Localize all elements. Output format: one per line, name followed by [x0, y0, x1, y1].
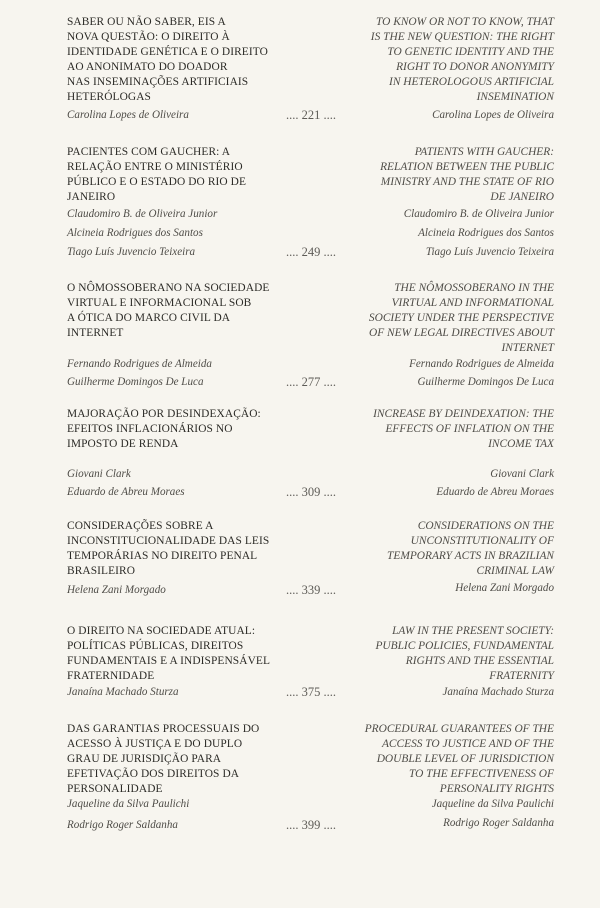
author-right: Tiago Luís Juvencio Teixeira — [425, 246, 554, 258]
title-portuguese: DAS GARANTIAS PROCESSUAIS DO ACESSO À JUSTIÇA E DO DUPLO GRAU DE JURISDIÇÃO PARA EFETIVAÇÃO DOS DIREITOS DA PERSONALIDADE — [67, 723, 260, 795]
title-english: THE NÔMOSSOBERANO IN THE VIRTUAL AND INFORMATIONAL SOCIETY UNDER THE PERSPECTIVE OF NEW LEGAL DIRECTIVES ABOUT INTERNET — [368, 282, 554, 354]
author-right: Janaína Machado Sturza — [442, 686, 554, 698]
author-left: Fernando Rodrigues de Almeida — [67, 358, 212, 370]
author-right: Alcineia Rodrigues dos Santos — [418, 227, 554, 239]
author-right: Helena Zani Morgado — [455, 582, 554, 594]
title-english: PROCEDURAL GUARANTEES OF THE ACCESS TO JUSTICE AND OF THE DOUBLE LEVEL OF JURISDICTION TO THE EFFECTIVENESS OF PERSONALITY RIGHTS — [364, 723, 554, 795]
author-left: Tiago Luís Juvencio Teixeira — [67, 246, 196, 258]
author-left: Eduardo de Abreu Moraes — [67, 486, 185, 498]
author-left: Rodrigo Roger Saldanha — [67, 819, 178, 831]
title-portuguese: O DIREITO NA SOCIEDADE ATUAL: POLÍTICAS PÚBLICAS, DIREITOS FUNDAMENTAIS E A INDISPENSÁVEL FRATERNIDADE — [67, 625, 271, 682]
author-left: Carolina Lopes de Oliveira — [67, 109, 189, 121]
author-right: Eduardo de Abreu Moraes — [436, 486, 554, 498]
author-right: Rodrigo Roger Saldanha — [443, 817, 554, 829]
title-portuguese: SABER OU NÃO SABER, EIS A NOVA QUESTÃO: O DIREITO À IDENTIDADE GENÉTICA E O DIREITO AO ANONIMATO DO DOADOR NAS INSEMINAÇÕES ARTIFICIAIS HETERÓLOGAS — [67, 16, 268, 103]
page-number: .... 221 .... — [286, 108, 336, 122]
author-right: Guilherme Domingos De Luca — [417, 376, 554, 388]
title-portuguese: CONSIDERAÇÕES SOBRE A INCONSTITUCIONALIDADE DAS LEIS TEMPORÁRIAS NO DIREITO PENAL BRASILEIRO — [67, 520, 270, 577]
author-right: Carolina Lopes de Oliveira — [432, 109, 554, 121]
page-number: .... 277 .... — [286, 375, 336, 389]
page-number: .... 339 .... — [286, 583, 336, 597]
title-english: TO KNOW OR NOT TO KNOW, THAT IS THE NEW QUESTION: THE RIGHT TO GENETIC IDENTITY AND THE RIGHT TO DONOR ANONYMITY IN HETEROLOGOUS ARTIFICIAL INSEMINATION — [370, 16, 554, 103]
page-number: .... 309 .... — [286, 485, 336, 499]
title-portuguese: O NÔMOSSOBERANO NA SOCIEDADE VIRTUAL E INFORMACIONAL SOB A ÓTICA DO MARCO CIVIL DA INTERNET — [67, 282, 270, 339]
title-portuguese: PACIENTES COM GAUCHER: A RELAÇÃO ENTRE O MINISTÉRIO PÚBLICO E O ESTADO DO RIO DE JANEIRO — [67, 146, 247, 203]
page-number: .... 399 .... — [286, 818, 336, 832]
author-left: Janaína Machado Sturza — [67, 686, 179, 698]
page-number: .... 249 .... — [286, 245, 336, 259]
author-left: Jaqueline da Silva Paulichi — [67, 798, 190, 810]
author-left: Helena Zani Morgado — [67, 584, 166, 596]
author-left: Claudomiro B. de Oliveira Junior — [67, 208, 218, 220]
page-number: .... 375 .... — [286, 685, 336, 699]
title-english: INCREASE BY DEINDEXATION: THE EFFECTS OF INFLATION ON THE INCOME TAX — [373, 408, 554, 450]
author-right: Claudomiro B. de Oliveira Junior — [403, 208, 554, 220]
title-english: CONSIDERATIONS ON THE UNCONSTITUTIONALITY OF TEMPORARY ACTS IN BRAZILIAN CRIMINAL LAW — [387, 520, 554, 577]
author-left: Giovani Clark — [67, 468, 131, 480]
title-english: LAW IN THE PRESENT SOCIETY: PUBLIC POLICIES, FUNDAMENTAL RIGHTS AND THE ESSENTIAL FRATERNITY — [375, 625, 554, 682]
title-portuguese: MAJORAÇÃO POR DESINDEXAÇÃO: EFEITOS INFLACIONÁRIOS NO IMPOSTO DE RENDA — [67, 408, 261, 450]
author-right: Fernando Rodrigues de Almeida — [409, 358, 554, 370]
author-right: Jaqueline da Silva Paulichi — [431, 798, 554, 810]
author-right: Giovani Clark — [490, 468, 554, 480]
author-left: Guilherme Domingos De Luca — [67, 376, 204, 388]
author-left: Alcineia Rodrigues dos Santos — [67, 227, 203, 239]
title-english: PATIENTS WITH GAUCHER: RELATION BETWEEN THE PUBLIC MINISTRY AND THE STATE OF RIO DE JANEIRO — [380, 146, 554, 203]
